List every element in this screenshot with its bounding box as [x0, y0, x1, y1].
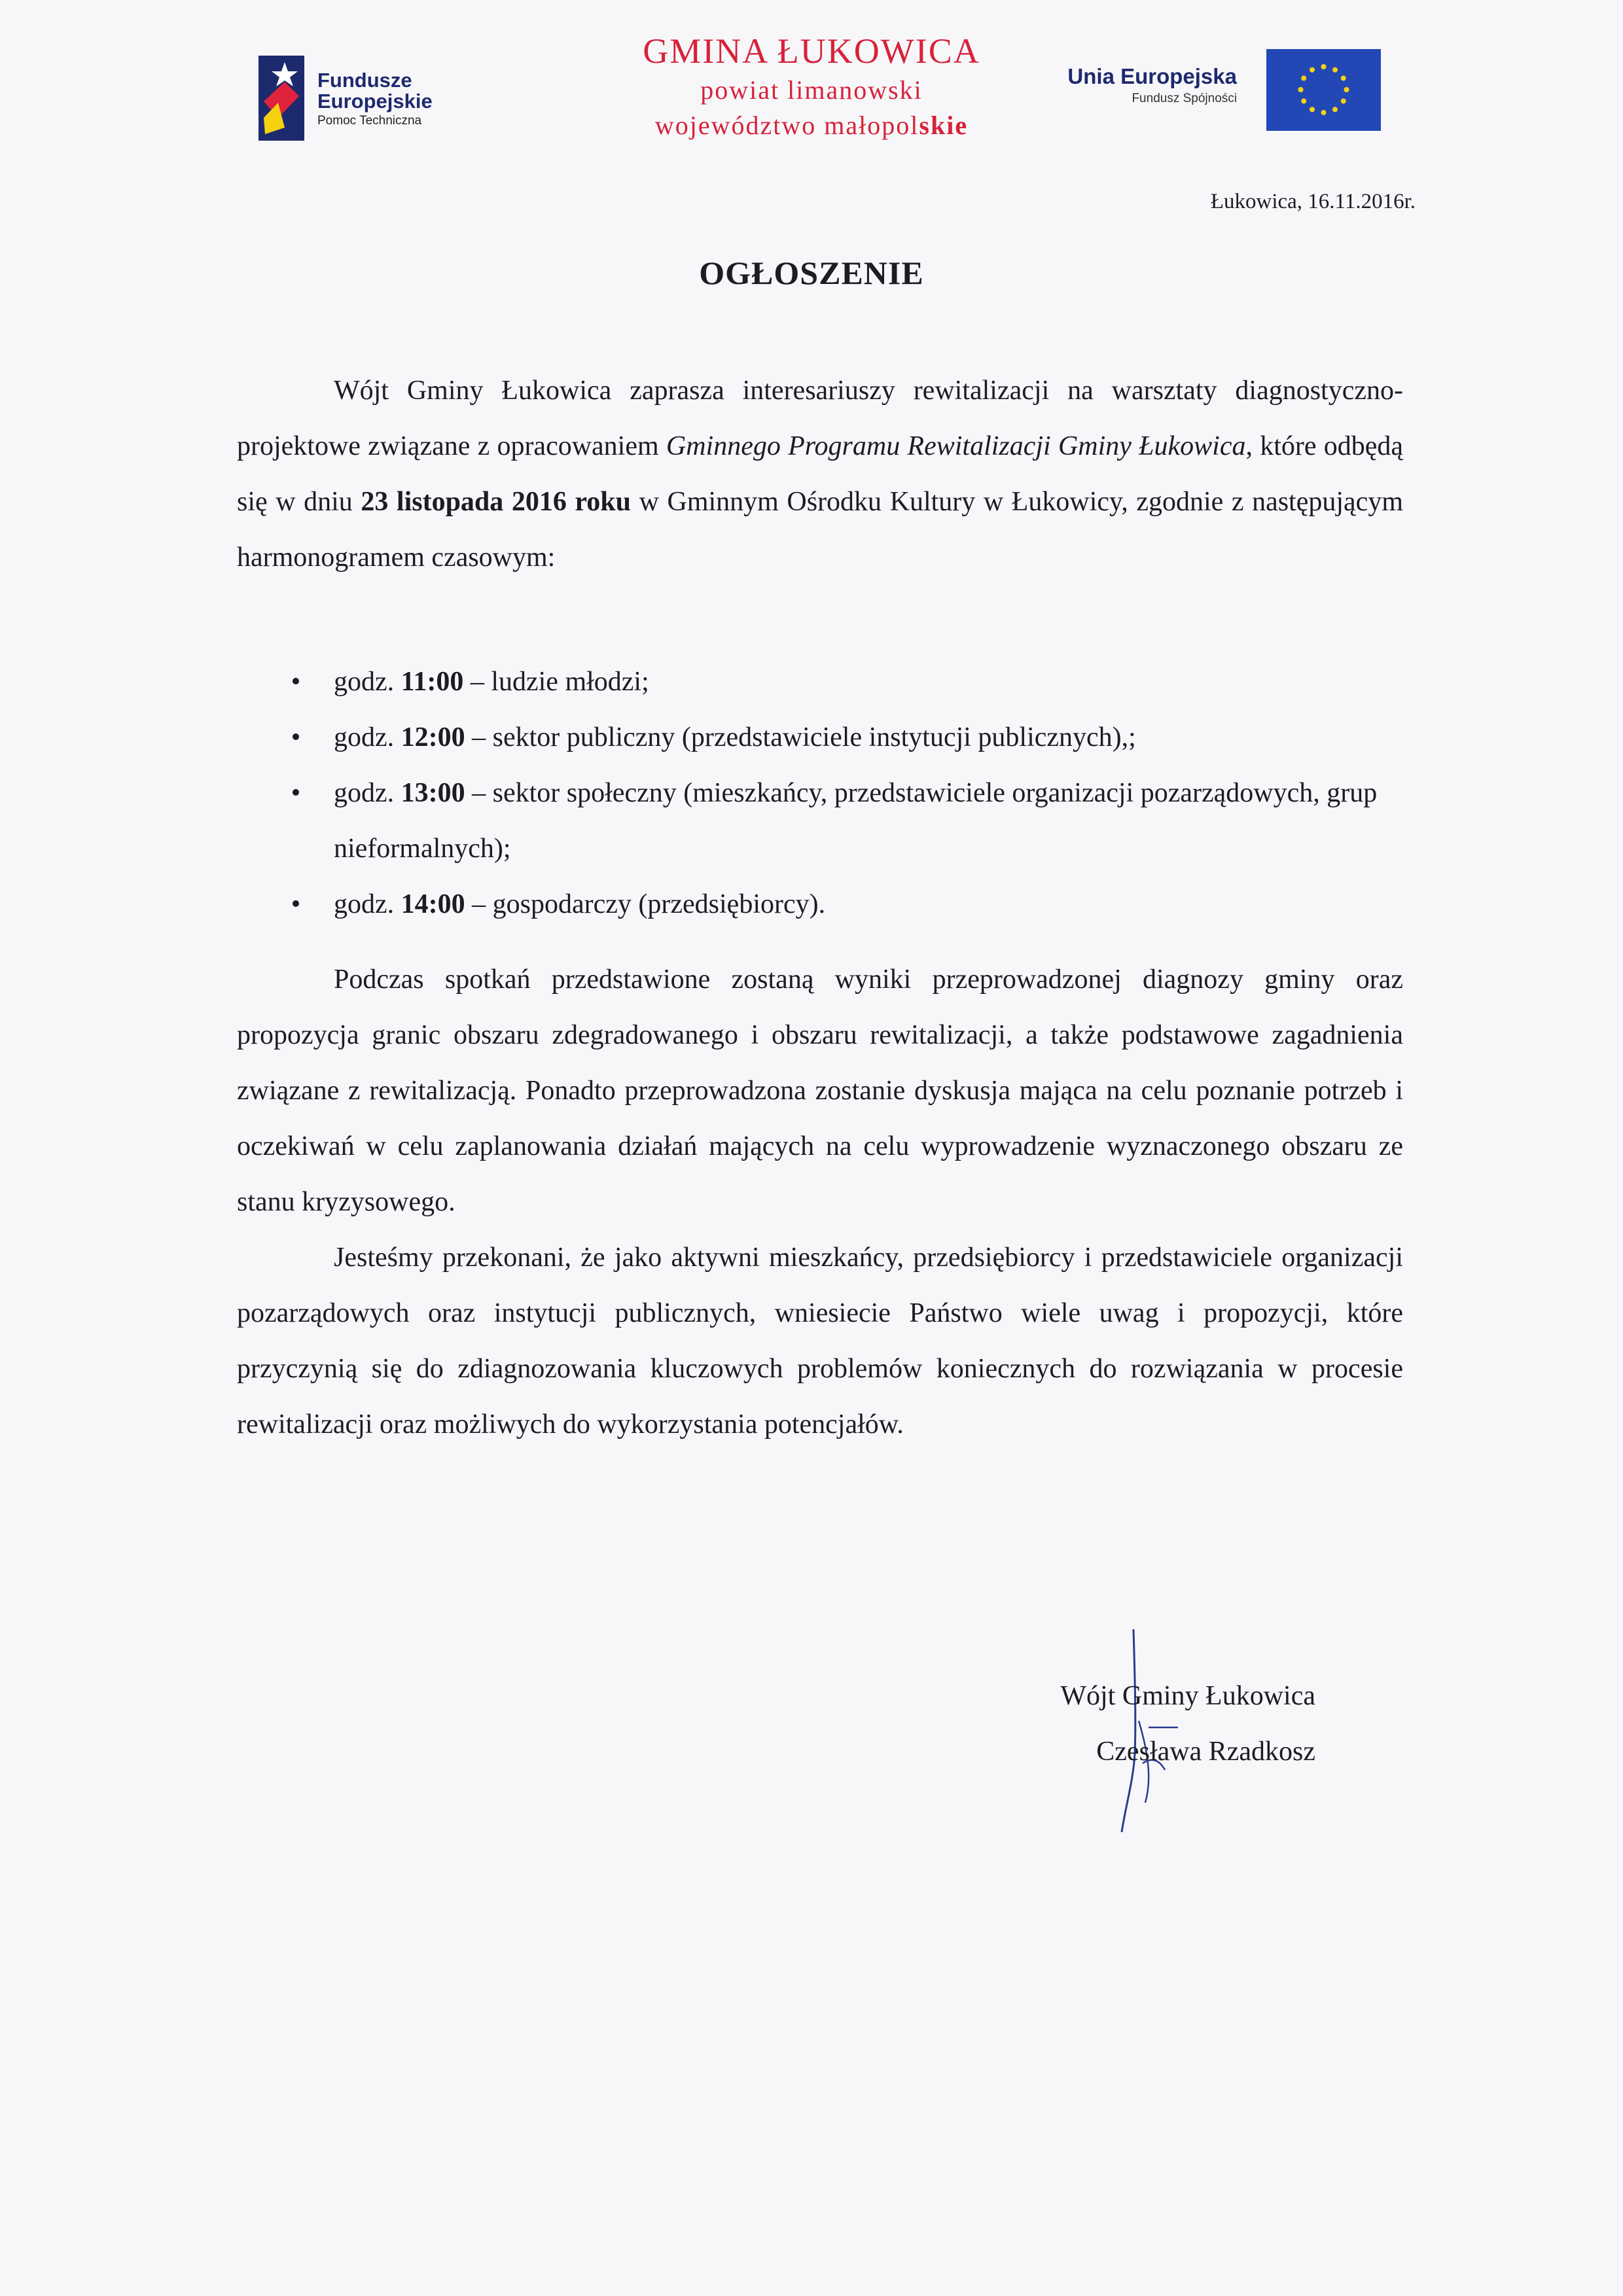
schedule-item [237, 766, 1403, 877]
paragraph-invitation [237, 363, 1403, 586]
fundusze-europejskie-flag-icon [259, 56, 304, 141]
schedule-text: – ludzie młodzi; [463, 667, 649, 697]
p1-part3: w Gminnym Ośrodku Kultury w Łukowicy, zgodnie z następującym harmonogramem czasowym: [237, 487, 1403, 573]
signatory-title: Wójt Gminy Łukowica [1060, 1681, 1315, 1711]
p1-part1: Wójt Gminy Łukowica zaprasza interesariuszy rewitalizacji na warsztaty diagnostyczno-projektowe związane z opracowaniem [237, 376, 1403, 461]
fe-line2: Europejskie [317, 90, 433, 113]
p1-date: 23 listopada 2016 roku [361, 487, 632, 517]
schedule-list [237, 654, 1403, 932]
bullet-icon: • [291, 722, 301, 752]
bullet-icon: • [291, 889, 301, 919]
schedule-item [237, 654, 1403, 710]
schedule-item [237, 710, 1403, 766]
signature-block [988, 1669, 1315, 1780]
schedule-time: 14:00 [401, 889, 465, 919]
schedule-prefix: godz. [334, 778, 401, 808]
schedule-time: 12:00 [401, 722, 465, 752]
schedule-prefix: godz. [334, 889, 401, 919]
p1-program-name: Gminnego Programu Rewitalizacji Gminy Łukowica [666, 431, 1246, 461]
schedule-text: – sektor społeczny (mieszkańcy, przedstawiciele organizacji pozarządowych, grup nieformalnych); [334, 778, 1378, 864]
fe-line1: Fundusze [317, 69, 412, 92]
municipality-header [550, 29, 1073, 143]
bullet-icon: • [291, 667, 301, 697]
municipality-voivodeship [550, 108, 1073, 143]
bullet-icon: • [291, 778, 301, 808]
schedule-time: 13:00 [401, 778, 465, 808]
voivodeship-prefix: województwo małopol [654, 111, 919, 140]
fundusze-europejskie-logo [259, 56, 474, 141]
paragraph-closing: Jesteśmy przekonani, że jako aktywni mieszkańcy, przedsiębiorcy i przedstawiciele organizacji pozarządowych oraz instytucji publicznych, wniesiecie Państwo wiele uwag i propozycji, które przyczynią się do zdiagnozowania kluczowych problemów koniecznych do rozwiązania w procesie rewitalizacji oraz możliwych do wykorzystania potencjałów. [237, 1243, 1403, 1439]
fundusze-europejskie-text [317, 70, 433, 130]
eu-flag-icon [1266, 49, 1381, 131]
schedule-time: 11:00 [401, 667, 464, 697]
schedule-item [237, 877, 1403, 932]
paragraph-meeting-details: Podczas spotkań przedstawione zostaną wyniki przeprowadzonej diagnozy gminy oraz propozycja granic obszaru zdegradowanego i obszaru rewitalizacji, a także podstawowe zagadnienia związane z rewitalizacją. Ponadto przeprowadzona zostanie dyskusja mająca na celu poznanie potrzeb i oczekiwań w celu zaplanowania działań mających na celu wyprowadzenie wyznaczonego obszaru ze stanu kryzysowego. [237, 964, 1403, 1217]
p1-part2: , które odbędą się w dniu [237, 431, 1403, 517]
eu-logo-text [1021, 64, 1237, 109]
signatory-name: Czesława Rzadkosz [1096, 1737, 1315, 1767]
voivodeship-bold-suffix: skie [919, 111, 969, 140]
schedule-prefix: godz. [334, 667, 401, 697]
schedule-text: – sektor publiczny (przedstawiciele instytucji publicznych),; [465, 722, 1136, 752]
eu-line2: Fundusz Spójności [1132, 92, 1237, 105]
schedule-text: – gospodarczy (przedsiębiorcy). [465, 889, 826, 919]
document-date: Łukowica, 16.11.2016r. [1210, 190, 1416, 213]
eu-line1: Unia Europejska [1067, 64, 1237, 88]
fe-line3: Pomoc Techniczna [317, 114, 422, 128]
municipality-title: GMINA ŁUKOWICA [643, 31, 980, 71]
schedule-prefix: godz. [334, 722, 401, 752]
municipality-county: powiat limanowski [700, 75, 923, 105]
document-title: OGŁOSZENIE [699, 255, 924, 291]
